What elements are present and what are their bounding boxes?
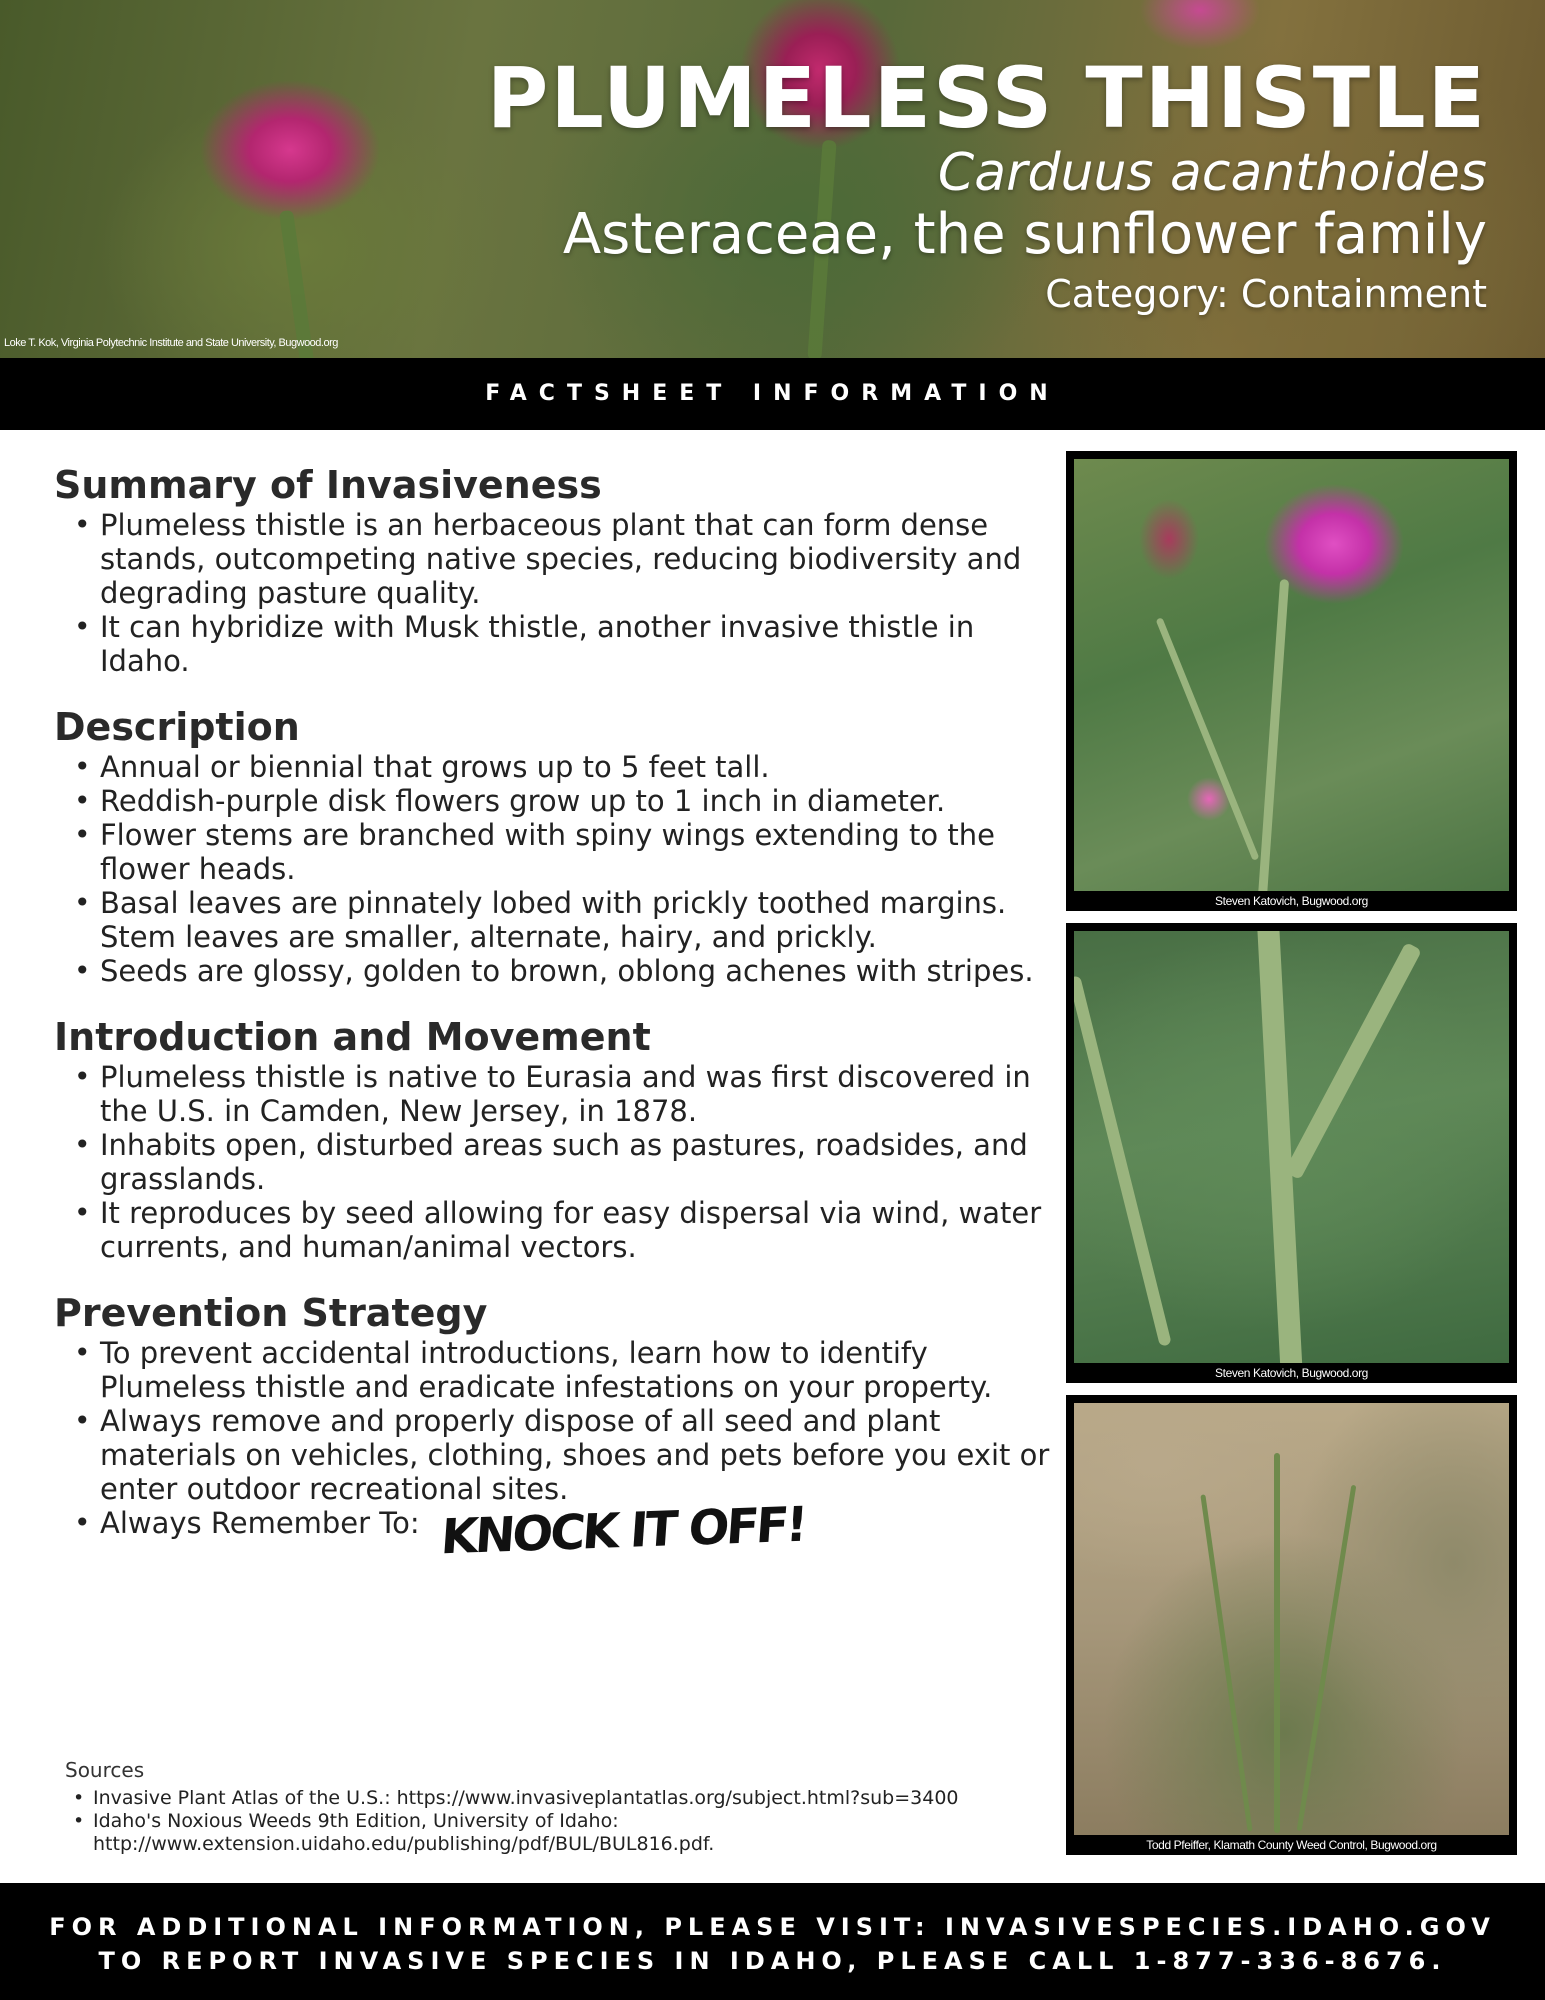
category-label: Category:: [1045, 272, 1229, 316]
list-item: • Basal leaves are pinnately lobed with prickly toothed margins. Stem leaves are smaller, alternate, hairy, and prickly.: [78, 886, 1054, 954]
photo-field-plant: [1066, 1395, 1517, 1855]
list-item: • Seeds are glossy, golden to brown, oblong achenes with stripes.: [78, 954, 1054, 988]
photo-caption: Todd Pfeiffer, Klamath County Weed Control, Bugwood.org: [1146, 1838, 1437, 1852]
hero-photo-credit: Loke T. Kok, Virginia Polytechnic Institute and State University, Bugwood.org: [4, 337, 338, 349]
main-content: [54, 462, 1054, 1574]
footer: [0, 1883, 1545, 2000]
introduction-section: [54, 1014, 1054, 1264]
prevention-section: [54, 1290, 1054, 1566]
thistle-stem-photo: [1074, 931, 1509, 1363]
bullet-list: [78, 508, 1054, 678]
list-item: • Flower stems are branched with spiny wings extending to the flower heads.: [78, 818, 1054, 886]
remember-label: Always Remember To:: [100, 1506, 420, 1540]
hero-stem-decoration: [279, 210, 315, 358]
list-item: • Plumeless thistle is native to Eurasia and was first discovered in the U.S. in Camden, New Jersey, in 1878.: [78, 1060, 1054, 1128]
bullet-list: [78, 1336, 1054, 1566]
bullet-list: [78, 750, 1054, 988]
list-item: • Inhabits open, disturbed areas such as pastures, roadsides, and grasslands.: [78, 1128, 1054, 1196]
factsheet-band: FACTSHEET INFORMATION: [0, 358, 1545, 430]
stem-decoration: [1074, 975, 1172, 1347]
stem-decoration: [1200, 1494, 1252, 1831]
section-heading: Introduction and Movement: [54, 1015, 651, 1059]
section-heading: Summary of Invasiveness: [54, 463, 602, 507]
list-item: • To prevent accidental introductions, learn how to identify Plumeless thistle and eradicate infestations on your property.: [78, 1336, 1054, 1404]
footer-report-line: TO REPORT INVASIVE SPECIES IN IDAHO, PLEASE CALL 1-877-336-8676.: [98, 1947, 1447, 1975]
source-item: • Invasive Plant Atlas of the U.S.: https://www.invasiveplantatlas.org/subject.html?sub=3400: [73, 1787, 1045, 1810]
list-item: • Annual or biennial that grows up to 5 feet tall.: [78, 750, 1054, 784]
scientific-name: Carduus acanthoides: [937, 143, 1487, 203]
stem-decoration: [1284, 942, 1422, 1180]
stem-decoration: [1156, 617, 1260, 861]
thistle-field-photo: [1074, 1403, 1509, 1835]
category-value: Containment: [1240, 272, 1487, 316]
description-section: [54, 704, 1054, 988]
list-item: • Always remove and properly dispose of all seed and plant materials on vehicles, clothing, shoes and pets before you exit or enter outdoor recreational sites.: [78, 1404, 1054, 1506]
knock-it-off-slogan: KNOCK IT OFF!: [438, 1496, 807, 1566]
stem-decoration: [1297, 1485, 1357, 1831]
photo-flower-head: [1066, 451, 1517, 911]
bullet-list: [78, 1060, 1054, 1264]
summary-section: [54, 462, 1054, 678]
footer-info-line: FOR ADDITIONAL INFORMATION, PLEASE VISIT: INVASIVESPECIES.IDAHO.GOV: [49, 1913, 1496, 1941]
photo-caption: Steven Katovich, Bugwood.org: [1215, 1366, 1368, 1380]
sources-list: [73, 1787, 1045, 1856]
list-item: • It can hybridize with Musk thistle, another invasive thistle in Idaho.: [78, 610, 1054, 678]
source-item: • Idaho's Noxious Weeds 9th Edition, University of Idaho: http://www.extension.uidaho.edu/publishing/pdf/BUL/BUL816.pdf.: [73, 1810, 1045, 1856]
sources-section: [65, 1757, 1045, 1856]
sources-title: Sources: [65, 1758, 145, 1782]
list-item: • Plumeless thistle is an herbaceous plant that can form dense stands, outcompeting native species, reducing biodiversity and degrading pasture quality.: [78, 508, 1054, 610]
section-heading: Prevention Strategy: [54, 1291, 488, 1335]
plant-family: Asteraceae, the sunflower family: [562, 202, 1487, 267]
list-item: • It reproduces by seed allowing for easy dispersal via wind, water currents, and human/animal vectors.: [78, 1196, 1054, 1264]
list-item-remember: [78, 1496, 1054, 1566]
photo-caption: Steven Katovich, Bugwood.org: [1215, 894, 1368, 908]
stem-decoration: [1258, 579, 1289, 891]
category-line: [487, 268, 1487, 320]
stem-decoration: [1274, 1453, 1280, 1833]
thistle-flower-photo: [1074, 459, 1509, 891]
page-title: PLUMELESS THISTLE: [486, 49, 1487, 147]
hero-text-block: [486, 49, 1487, 320]
photo-winged-stems: [1066, 923, 1517, 1383]
list-item: • Reddish-purple disk flowers grow up to 1 inch in diameter.: [78, 784, 1054, 818]
section-heading: Description: [54, 705, 300, 749]
hero-banner: [0, 0, 1545, 358]
